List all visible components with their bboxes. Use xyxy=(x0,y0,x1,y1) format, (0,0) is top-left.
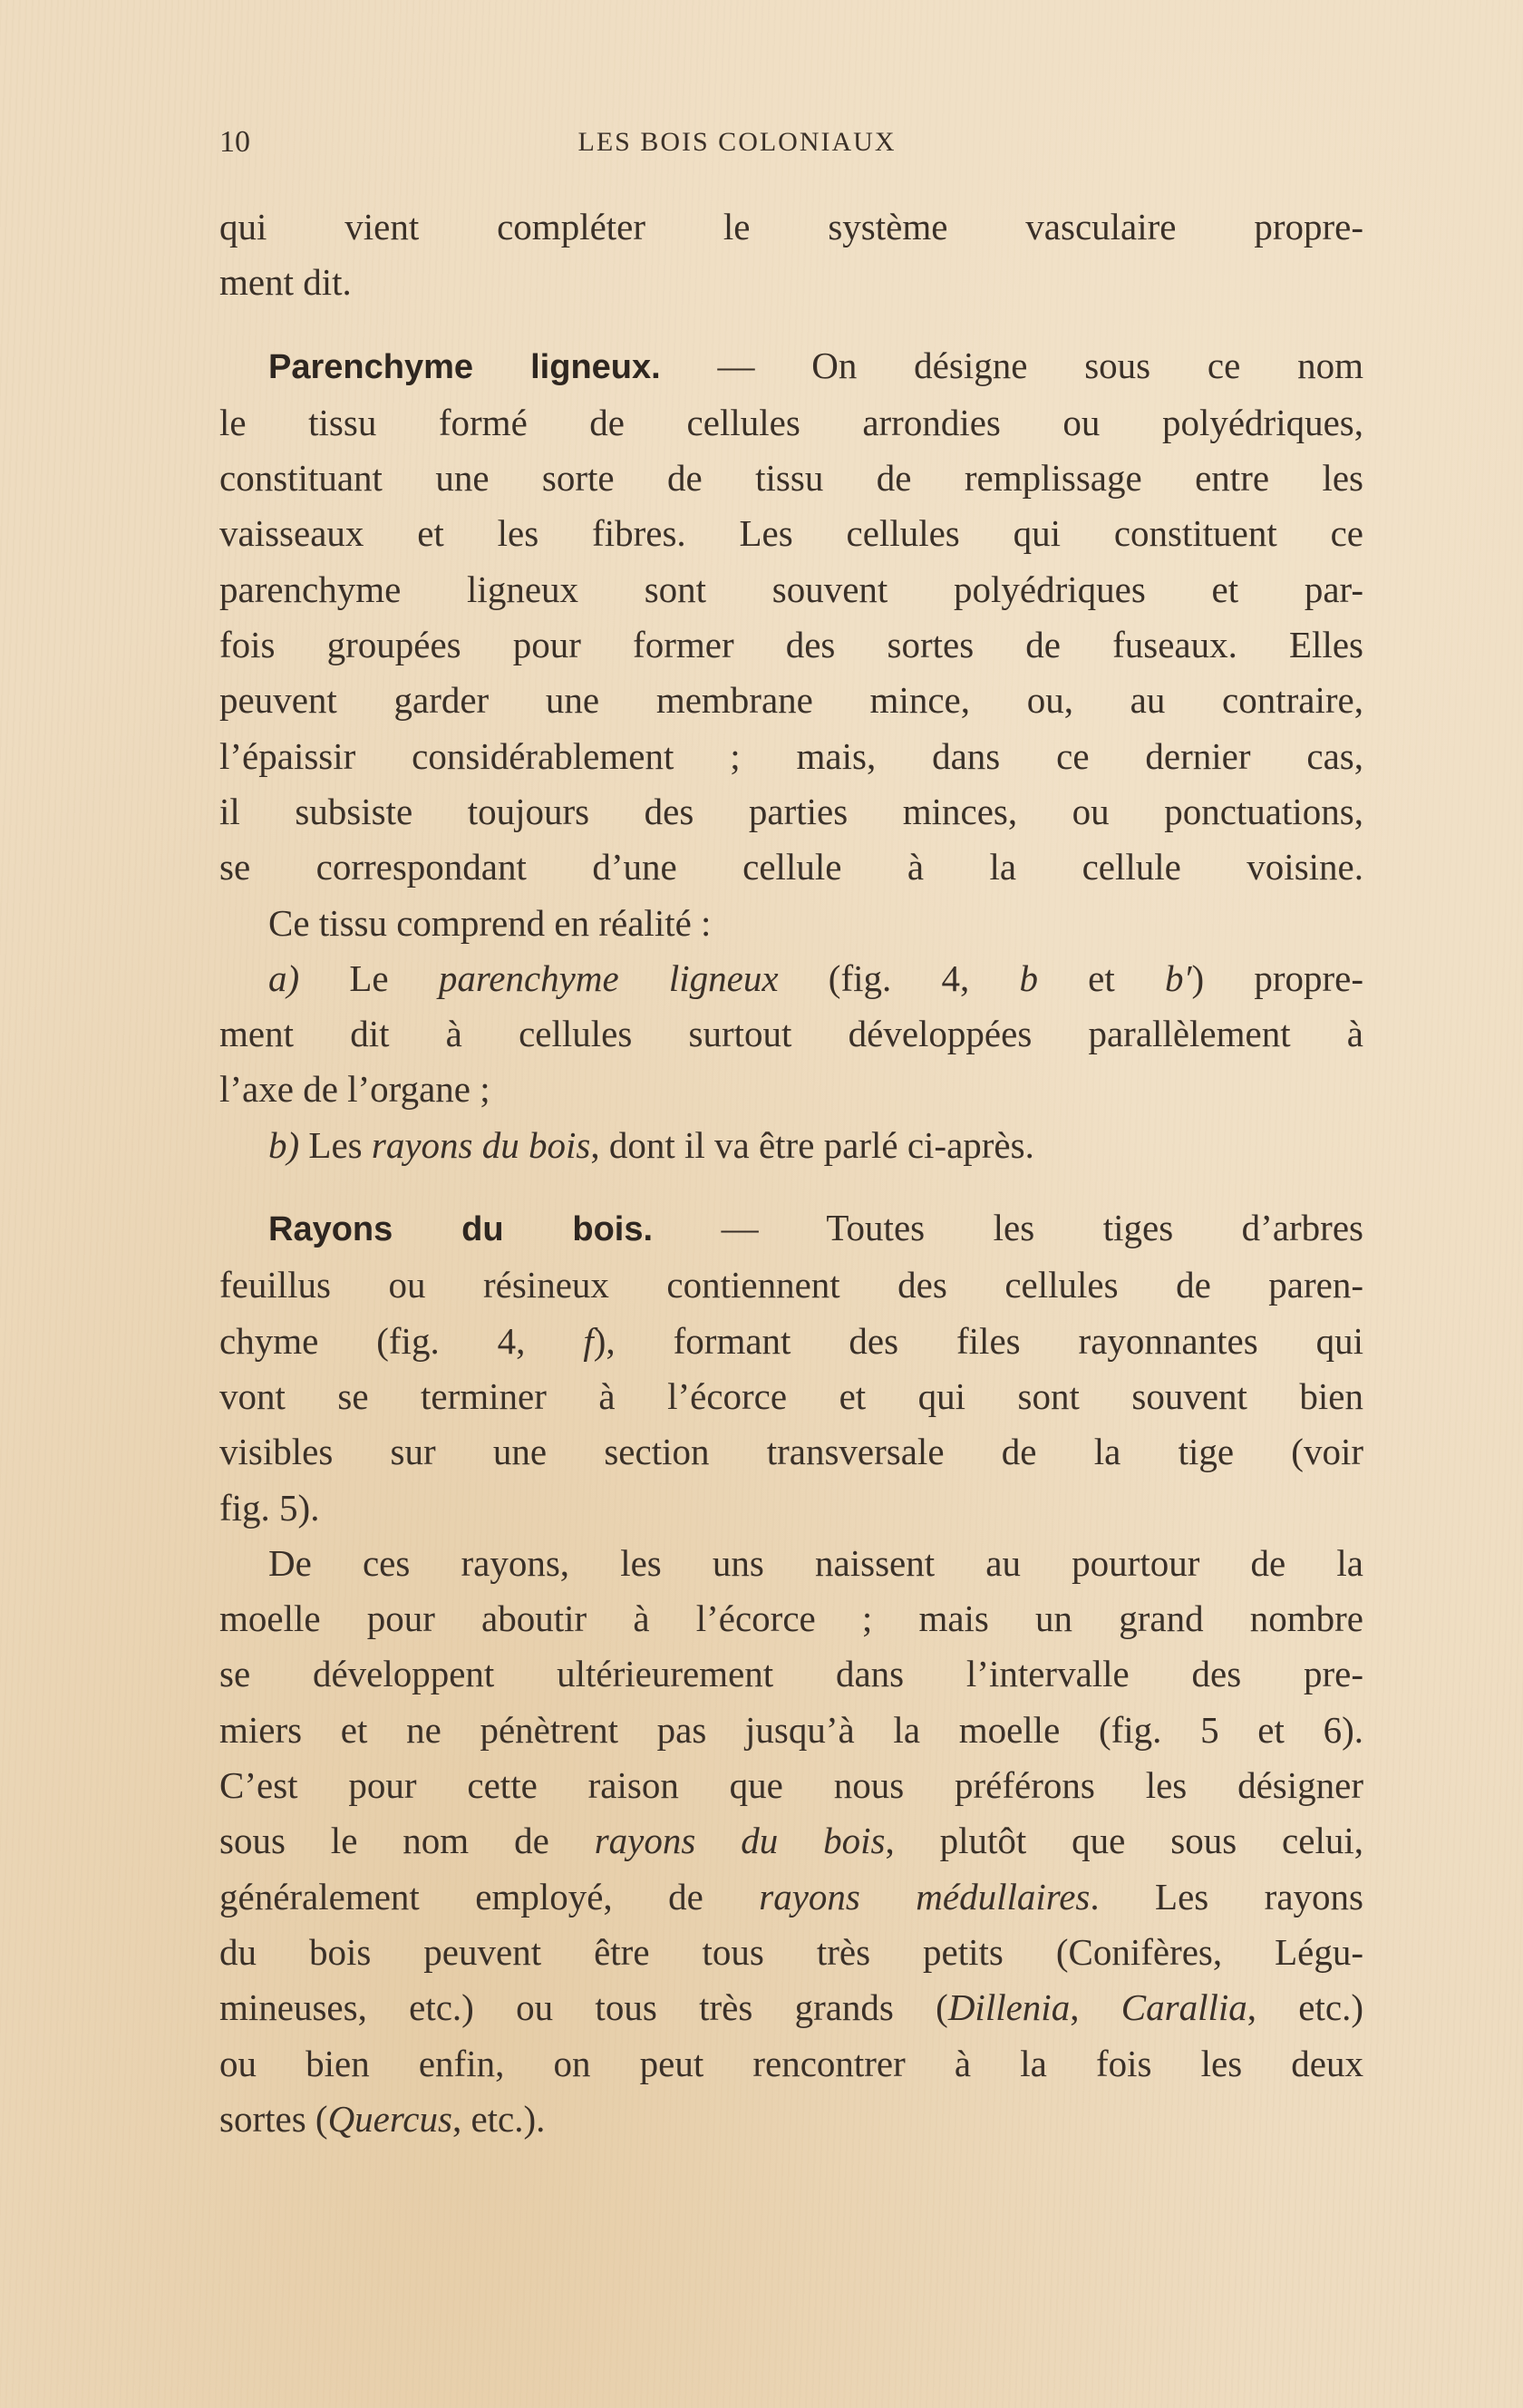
text-span: mineuses, etc.) ou tous très grands ( xyxy=(219,1986,948,2029)
text-line: le tissu formé de cellules arrondies ou polyédriques, xyxy=(219,401,1363,443)
paragraph-parenchyme-ligneux xyxy=(219,338,1363,896)
text-span: sous le nom de xyxy=(219,1820,595,1862)
text-line: moelle pour aboutir à l’écorce ; mais un grand nombre xyxy=(219,1597,1363,1640)
list-item-b xyxy=(219,1118,1363,1173)
paragraph-continuation xyxy=(219,199,1363,311)
text-line: constituant une sorte de tissu de remplissage entre les xyxy=(219,457,1363,500)
text-span: — Toutes les tiges d’arbres xyxy=(653,1207,1363,1249)
item-marker: a) xyxy=(268,956,300,999)
italic-term: rayons du bois xyxy=(594,1820,886,1862)
text-line: De ces rayons, les uns naissent au pourtour de la xyxy=(268,1541,1363,1584)
text-line: il subsiste toujours des parties minces, ou ponctuations, xyxy=(219,790,1363,832)
text-span: chyme (fig. 4, xyxy=(219,1319,584,1362)
paragraph-rayons-du-bois xyxy=(219,1200,1363,1536)
text-line xyxy=(219,2092,1363,2147)
text-line: C’est pour cette raison que nous préférons les désigner xyxy=(219,1764,1363,1807)
text-span: généralement employé, de xyxy=(219,1875,760,1918)
text-span: , plutôt que sous celui, xyxy=(885,1820,1363,1862)
text-span: et xyxy=(1037,956,1165,999)
text-span: Les xyxy=(299,1123,372,1166)
text-line: feuillus ou résineux contiennent des cellules de paren- xyxy=(219,1264,1363,1306)
text-line: fig. 5). xyxy=(219,1486,320,1529)
text-span: ), formant des files rayonnantes qui xyxy=(593,1319,1364,1362)
page-number: 10 xyxy=(219,125,250,159)
paragraph-ce-tissu xyxy=(219,896,1363,951)
text-line: fois groupées pour former des sortes de fuseaux. Elles xyxy=(219,624,1363,666)
text-line: parenchyme ligneux sont souvent polyédriques et par- xyxy=(219,568,1363,610)
italic-term: Carallia xyxy=(1120,1986,1247,2029)
text-line: visibles sur une section transversale de la tige (voir xyxy=(219,1431,1363,1473)
text-span: . Les rayons xyxy=(1090,1875,1363,1918)
list-item-a xyxy=(219,951,1363,1118)
text-span: sortes ( xyxy=(219,2097,328,2140)
text-line xyxy=(219,1813,1363,1869)
running-head xyxy=(219,116,1363,180)
text-line xyxy=(219,338,1363,395)
figure-ref: b′ xyxy=(1165,956,1192,999)
text-span: Le xyxy=(299,956,439,999)
text-span: ) propre- xyxy=(1191,956,1364,999)
text-span: (fig. 4, xyxy=(778,956,1020,999)
figure-ref: f xyxy=(583,1319,594,1362)
text-line: ou bien enfin, on peut rencontrer à la fois les deux xyxy=(219,2042,1363,2084)
text-line: se développent ultérieurement dans l’intervalle des pre- xyxy=(219,1653,1363,1695)
text-line xyxy=(219,1980,1363,2035)
text-span: , etc.) xyxy=(1247,1986,1363,2029)
text-line: vont se terminer à l’écorce et qui sont souvent bien xyxy=(219,1374,1363,1417)
text-line: qui vient compléter le système vasculaire propre- xyxy=(219,206,1363,248)
figure-ref: b xyxy=(1019,956,1038,999)
section-heading: Rayons du bois. xyxy=(268,1210,654,1249)
italic-term: parenchyme ligneux xyxy=(438,956,779,999)
text-line: Ce tissu comprend en réalité : xyxy=(268,901,712,944)
text-span: , etc.). xyxy=(451,2097,546,2140)
text-line xyxy=(219,1200,1363,1257)
text-line: ment dit. xyxy=(219,261,352,304)
text-line: l’axe de l’organe ; xyxy=(219,1068,490,1111)
text-line xyxy=(219,1869,1363,1925)
book-page xyxy=(219,116,1363,2147)
paragraph-de-ces-rayons xyxy=(219,1536,1363,2147)
text-span: — On désigne sous ce nom xyxy=(660,344,1363,386)
text-line xyxy=(219,1118,1363,1173)
text-line xyxy=(219,951,1363,1006)
item-marker: b) xyxy=(268,1123,300,1166)
text-line: peuvent garder une membrane mince, ou, au contraire, xyxy=(219,679,1363,722)
italic-term: Dillenia xyxy=(947,1986,1071,2029)
text-line: se correspondant d’une cellule à la cellule voisine. xyxy=(219,846,1363,888)
italic-term: rayons médullaires xyxy=(759,1875,1091,1918)
text-line: ment dit à cellules surtout développées parallèlement à xyxy=(219,1013,1363,1055)
body-text xyxy=(219,199,1363,2147)
text-line: du bois peuvent être tous très petits (Conifères, Légu- xyxy=(219,1930,1363,1973)
italic-term: Quercus xyxy=(327,2097,452,2140)
text-line: l’épaissir considérablement ; mais, dans ce dernier cas, xyxy=(219,734,1363,777)
text-line: miers et ne pénètrent pas jusqu’à la moelle (fig. 5 et 6). xyxy=(219,1708,1363,1751)
text-line: vaisseaux et les fibres. Les cellules qui constituent ce xyxy=(219,512,1363,555)
italic-term: rayons du bois xyxy=(371,1123,591,1166)
text-line xyxy=(219,1314,1363,1369)
section-heading: Parenchyme ligneux. xyxy=(268,347,661,386)
text-span: , xyxy=(1070,1986,1121,2029)
text-span: , dont il va être parlé ci-après. xyxy=(590,1123,1034,1166)
running-title: LES BOIS COLONIAUX xyxy=(577,127,897,157)
